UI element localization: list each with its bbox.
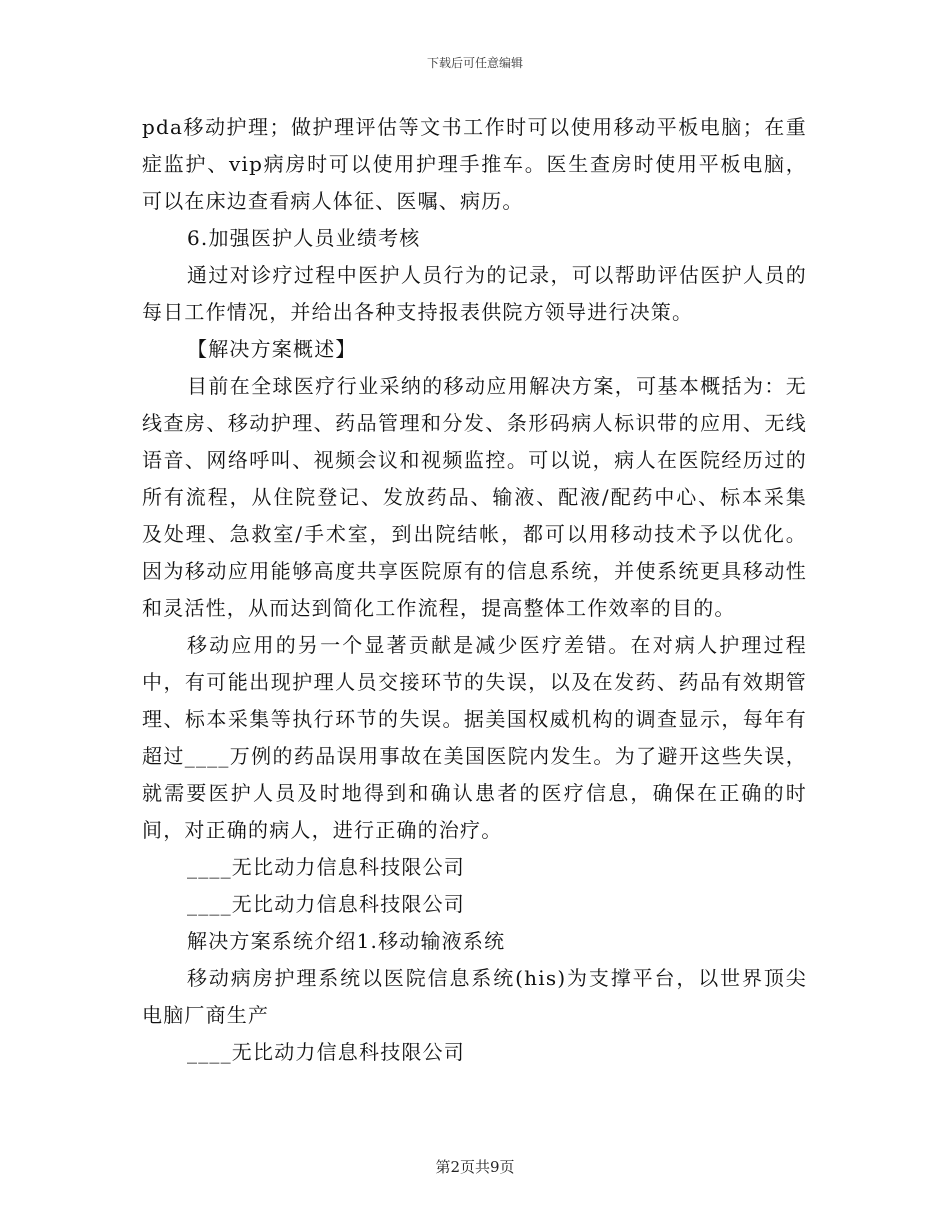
paragraph-overview: 目前在全球医疗行业采纳的移动应用解决方案，可基本概括为：无线查房、移动护理、药品管理和分发、条形码病人标识带的应用、无线语音、网络呼叫、视频会议和视频监控。可以说，病人在医院经历过的所有流程，从住院登记、发放药品、输液、配液/配药中心、标本采集及处理、急救室/手术室，到出院结帐，都可以用移动技术予以优化。因为移动应用能够高度共享医院原有的信息系统，并使系统更具移动性和灵活性，从而达到简化工作流程，提高整体工作效率的目的。 xyxy=(142,374,807,620)
company-line: ____无比动力信息科技限公司 xyxy=(187,1040,465,1064)
section-heading-performance: 6.加强医护人员业绩考核 xyxy=(187,226,421,250)
paragraph-performance: 通过对诊疗过程中医护人员行为的记录，可以帮助评估医护人员的每日工作情况，并给出各种支持报表供院方领导进行决策。 xyxy=(142,263,807,324)
paragraph-mobile-devices: pda移动护理；做护理评估等文书工作时可以使用移动平板电脑；在重症监护、vip病房时可以使用护理手推车。医生查房时使用平板电脑，可以在床边查看病人体征、医嘱、病历。 xyxy=(142,115,807,213)
paragraph-error-reduction: 移动应用的另一个显著贡献是减少医疗差错。在对病人护理过程中，有可能出现护理人员交接环节的失误，以及在发药、药品有效期管理、标本采集等执行环节的失误。据美国权威机构的调查显示，每年有超过____万例的药品误用事故在美国医院内发生。为了避开这些失误，就需要医护人员及时地得到和确认患者的医疗信息，确保在正确的时间，对正确的病人，进行正确的治疗。 xyxy=(142,633,807,842)
section-heading-overview: 【解决方案概述】 xyxy=(187,337,357,361)
document-body xyxy=(142,109,807,1071)
page-number: 第2页共9页 xyxy=(435,1158,515,1176)
paragraph-system-intro: 移动病房护理系统以医院信息系统(his)为支撑平台，以世界顶尖电脑厂商生产 xyxy=(142,966,807,1027)
section-heading-system-intro: 解决方案系统介绍1.移动输液系统 xyxy=(187,929,506,953)
company-line: ____无比动力信息科技限公司 xyxy=(187,892,465,916)
company-line: ____无比动力信息科技限公司 xyxy=(187,855,465,879)
page-header-note: 下载后可任意编辑 xyxy=(426,56,523,70)
